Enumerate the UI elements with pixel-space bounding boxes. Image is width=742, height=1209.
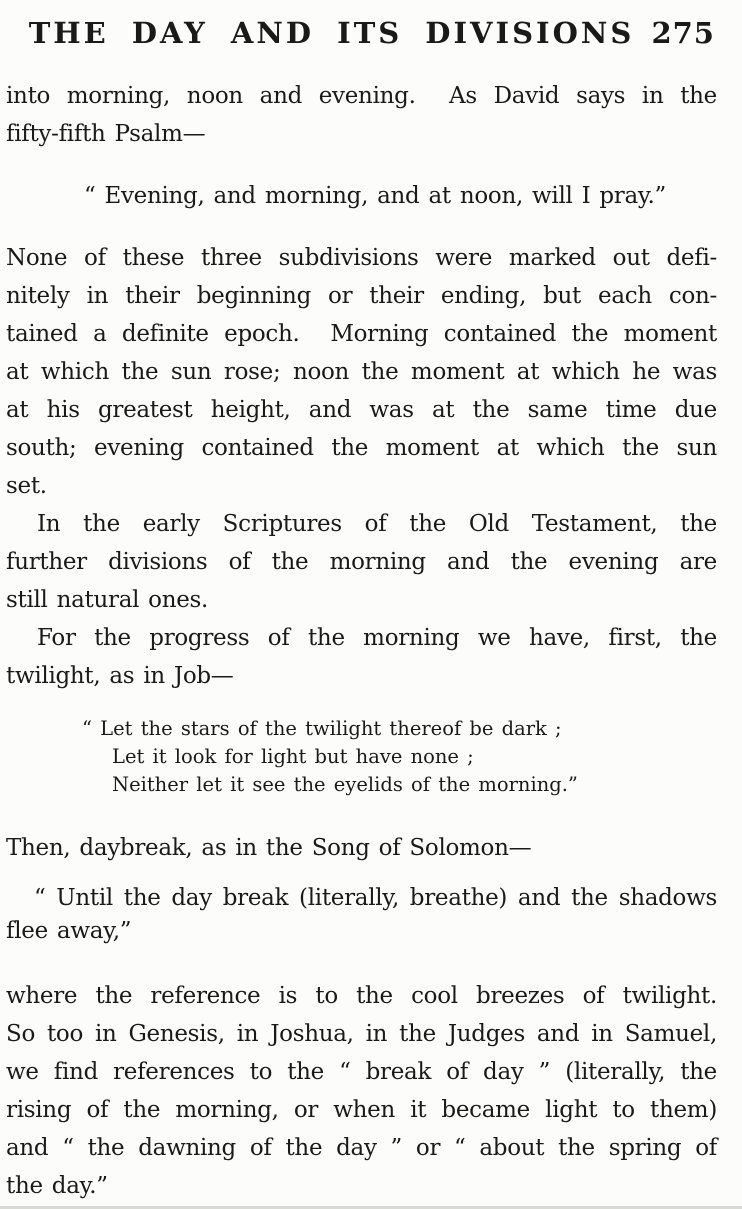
text-line: into morning, noon and evening. As David says in the bbox=[6, 83, 717, 109]
text-line: For the progress of the morning we have, first, the bbox=[37, 625, 717, 651]
text-line: In the early Scriptures of the Old Testament, the bbox=[37, 511, 717, 537]
paragraph-references bbox=[6, 977, 717, 1205]
running-title: THE DAY AND ITS DIVISIONS bbox=[28, 16, 635, 50]
running-header bbox=[6, 12, 717, 54]
text-line: at which the sun rose; noon the moment at which he was bbox=[6, 359, 717, 385]
text-line: fifty-fifth Psalm— bbox=[6, 121, 206, 147]
text-line: So too in Genesis, in Joshua, in the Judges and in Samuel, bbox=[6, 1021, 717, 1047]
text-line: at his greatest height, and was at the same time due bbox=[6, 397, 717, 423]
text-line: where the reference is to the cool breezes of twilight. bbox=[6, 983, 717, 1009]
text-line: south; evening contained the moment at which the sun bbox=[6, 435, 717, 461]
quote-line: Let it look for light but have none ; bbox=[112, 745, 474, 768]
paragraph-progress-of-morning bbox=[6, 619, 717, 695]
song-of-solomon-quote bbox=[6, 882, 717, 948]
quote-line: flee away,” bbox=[6, 918, 132, 944]
text-line: Then, daybreak, as in the Song of Solomon— bbox=[6, 835, 532, 861]
text-line: tained a definite epoch. Morning contained the moment bbox=[6, 321, 717, 347]
job-verse-quote bbox=[6, 715, 717, 799]
paragraph-early-scriptures bbox=[6, 505, 717, 619]
text-line: nitely in their beginning or their ending, but each con- bbox=[6, 283, 717, 309]
page-number: 275 bbox=[651, 16, 715, 50]
paragraph-subdivisions bbox=[6, 239, 717, 505]
text-line: rising of the morning, or when it became light to them) bbox=[6, 1097, 717, 1123]
paragraph-daybreak bbox=[6, 829, 717, 867]
text-line: set. bbox=[6, 473, 47, 499]
paragraph-continuation bbox=[6, 77, 717, 153]
quote-line: Neither let it see the eyelids of the morning.” bbox=[112, 773, 578, 796]
quote-line: “ Let the stars of the twilight thereof be dark ; bbox=[82, 717, 562, 740]
text-line: we find references to the “ break of day ” (literally, the bbox=[6, 1059, 717, 1085]
page-body bbox=[6, 77, 717, 1205]
text-line: None of these three subdivisions were marked out defi- bbox=[6, 245, 717, 271]
psalm-quote bbox=[84, 177, 717, 215]
quote-line: “ Until the day break (literally, breathe) and the shadows bbox=[34, 885, 717, 911]
text-line: the day.” bbox=[6, 1173, 108, 1199]
text-line: still natural ones. bbox=[6, 587, 209, 613]
text-line: further divisions of the morning and the evening are bbox=[6, 549, 717, 575]
text-line: twilight, as in Job— bbox=[6, 663, 234, 689]
text-line: and “ the dawning of the day ” or “ about the spring of bbox=[6, 1135, 717, 1161]
quote-line: “ Evening, and morning, and at noon, will I pray.” bbox=[84, 183, 666, 209]
